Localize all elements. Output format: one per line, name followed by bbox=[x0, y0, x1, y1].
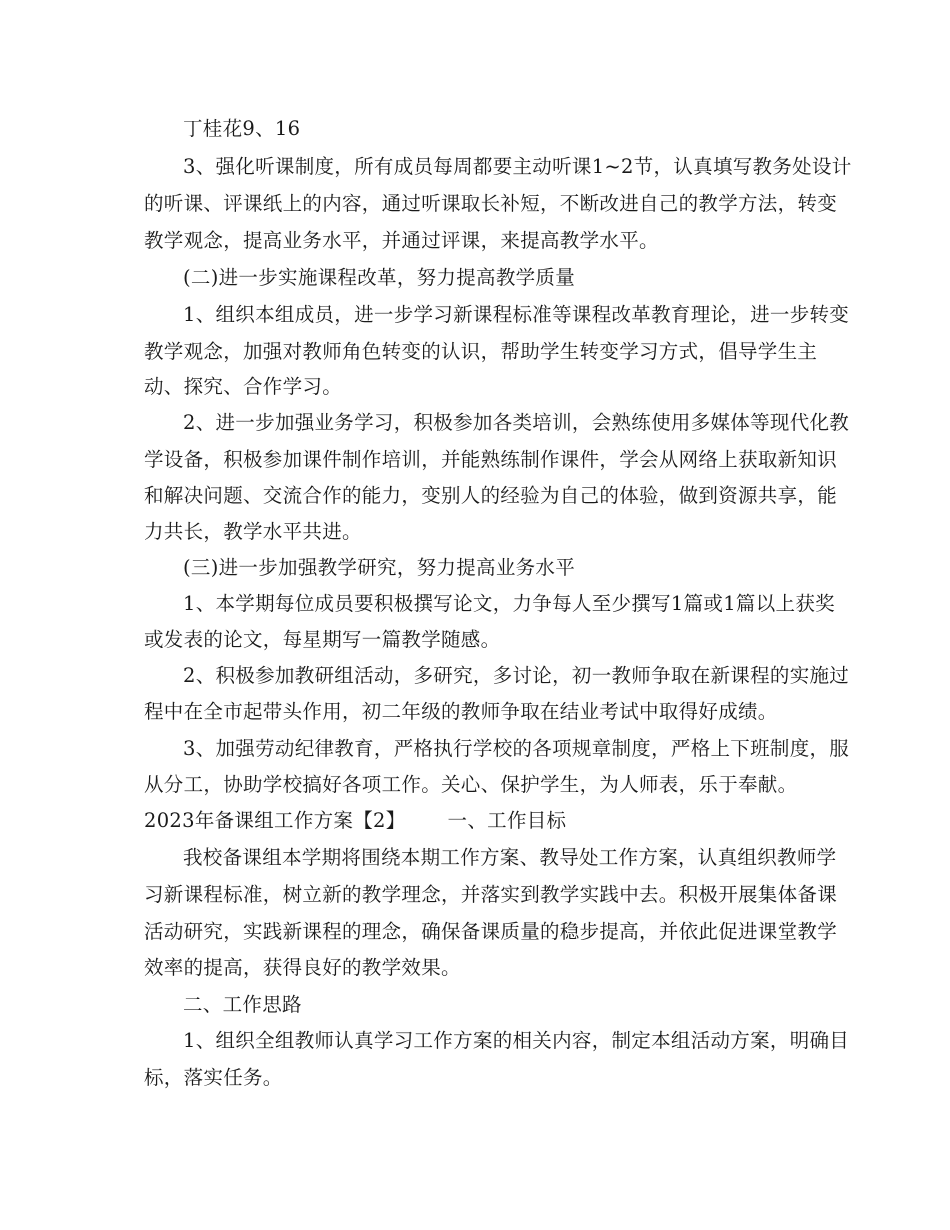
paragraph-line: 1、组织本组成员，进一步学习新课程标准等课程改革教育理论，进一步转变 bbox=[183, 303, 850, 326]
paragraph-line: 我校备课组本学期将围绕本期工作方案、教导处工作方案，认真组织教师学 bbox=[183, 846, 837, 869]
goal-heading: 一、工作目标 bbox=[447, 809, 567, 832]
plan-title: 2023年备课组工作方案【2】 bbox=[144, 809, 406, 832]
paragraph-line: 或发表的论文，每星期写一篇教学随感。 bbox=[144, 628, 501, 651]
paragraph-line: 3、加强劳动纪律教育，严格执行学校的各项规章制度，严格上下班制度，服 bbox=[183, 737, 850, 760]
paragraph-line: 效率的提高，获得良好的教学效果。 bbox=[144, 956, 461, 979]
paragraph-line: 学设备，积极参加课件制作培训，并能熟练制作课件，学会从网络上获取新知识 bbox=[144, 448, 838, 471]
plan-title-line bbox=[144, 808, 566, 834]
paragraph-line: 动、探究、合作学习。 bbox=[144, 375, 343, 398]
paragraph-line: 活动研究，实践新课程的理念，确保备课质量的稳步提高，并依此促进课堂教学 bbox=[144, 920, 838, 943]
paragraph-line: 程中在全市起带头作用，初二年级的教师争取在结业考试中取得好成绩。 bbox=[144, 700, 778, 723]
signoff-line: 丁桂花9、16 bbox=[183, 117, 301, 140]
section-heading: 二、工作思路 bbox=[183, 993, 302, 1016]
paragraph-line: 1、本学期每位成员要积极撰写论文，力争每人至少撰写1篇或1篇以上获奖 bbox=[183, 592, 835, 615]
paragraph-line: 教学观念，加强对教师角色转变的认识，帮助学生转变学习方式，倡导学生主 bbox=[144, 340, 818, 363]
paragraph-line: 的听课、评课纸上的内容，通过听课取长补短，不断改进自己的教学方法，转变 bbox=[144, 192, 838, 215]
section-heading: (三)进一步加强教学研究，努力提高业务水平 bbox=[183, 556, 576, 579]
paragraph-line: 力共长，教学水平共进。 bbox=[144, 520, 362, 543]
paragraph-line: 和解决问题、交流合作的能力，变别人的经验为自己的体验，做到资源共享，能 bbox=[144, 484, 838, 507]
paragraph-line: 2、积极参加教研组活动，多研究，多讨论，初一教师争取在新课程的实施过 bbox=[183, 664, 850, 687]
paragraph-line: 从分工，协助学校搞好各项工作。关心、保护学生，为人师表，乐于奉献。 bbox=[144, 773, 798, 796]
paragraph-line: 习新课程标准，树立新的教学理念，并落实到教学实践中去。积极开展集体备课 bbox=[144, 883, 838, 906]
paragraph-line: 标，落实任务。 bbox=[144, 1066, 283, 1089]
paragraph-line: 2、进一步加强业务学习，积极参加各类培训，会熟练使用多媒体等现代化教 bbox=[183, 411, 850, 434]
paragraph-line: 3、强化听课制度，所有成员每周都要主动听课1~2节，认真填写教务处设计 bbox=[183, 155, 852, 178]
section-heading: (二)进一步实施课程改革，努力提高教学质量 bbox=[183, 266, 576, 289]
paragraph-line: 教学观念，提高业务水平，并通过评课，来提高教学水平。 bbox=[144, 229, 659, 252]
paragraph-line: 1、组织全组教师认真学习工作方案的相关内容，制定本组活动方案，明确目 bbox=[183, 1029, 850, 1052]
